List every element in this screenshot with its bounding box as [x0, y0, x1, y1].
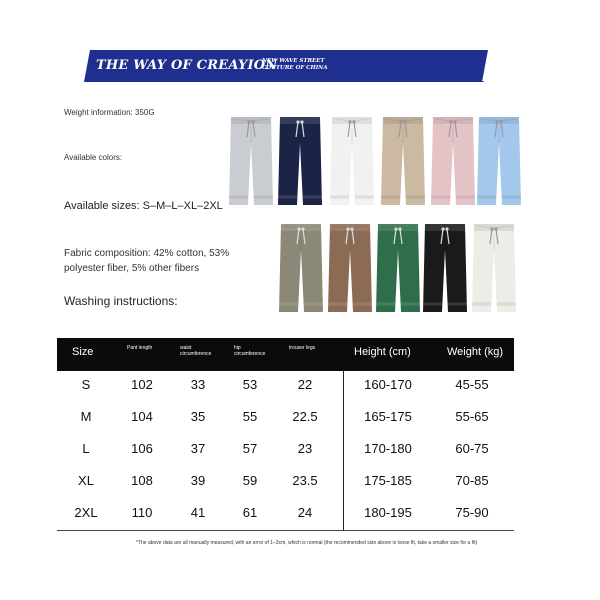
cell-size: 2XL: [74, 505, 98, 520]
header-waist: waist circumference: [180, 345, 212, 357]
cell-waist: 37: [190, 441, 206, 456]
cell-length: 104: [131, 409, 153, 424]
pant-swatch-brown: [327, 222, 373, 319]
cell-size: M: [80, 409, 92, 424]
table-divider: [343, 371, 344, 530]
header-pant-length: Pant length: [127, 345, 153, 351]
cell-waist: 41: [190, 505, 206, 520]
pant-swatch-khaki: [380, 115, 426, 212]
cell-waist: 39: [190, 473, 206, 488]
cell-length: 110: [131, 505, 153, 520]
cell-legs: 23.5: [292, 473, 318, 488]
cell-hip: 53: [242, 377, 258, 392]
pant-swatch-black: [422, 222, 468, 319]
cell-size: L: [82, 441, 90, 456]
table-bottom-line: [57, 530, 514, 531]
cell-hip: 55: [242, 409, 258, 424]
footnote: *The above data are all manually measured, with an error of 1–3cm, which is normal (the recommended size above is loose fit, take a smaller size for a fit): [136, 540, 478, 546]
washing-instructions: Washing instructions:: [64, 294, 178, 308]
cell-legs: 23: [297, 441, 313, 456]
cell-weight: 60-75: [455, 441, 489, 456]
cell-weight: 45-55: [455, 377, 489, 392]
cell-waist: 33: [190, 377, 206, 392]
pant-swatch-light-gray: [228, 115, 274, 212]
pant-swatch-cream: [471, 222, 517, 319]
weight-info: Weight information: 350G: [64, 108, 155, 117]
cell-legs: 24: [297, 505, 313, 520]
cell-height: 180-195: [364, 505, 412, 520]
pant-swatch-navy: [277, 115, 323, 212]
cell-weight: 75-90: [455, 505, 489, 520]
banner-subtitle-line1: NEW WAVE STREET: [262, 58, 325, 64]
cell-hip: 59: [242, 473, 258, 488]
cell-height: 170-180: [364, 441, 412, 456]
size-table-header: [57, 338, 514, 371]
colors-label: Available colors:: [64, 153, 123, 162]
cell-legs: 22.5: [292, 409, 318, 424]
cell-legs: 22: [297, 377, 313, 392]
cell-height: 165-175: [364, 409, 412, 424]
cell-weight: 55-65: [455, 409, 489, 424]
pant-swatch-sky-blue: [476, 115, 522, 212]
cell-weight: 70-85: [455, 473, 489, 488]
header-trouser-legs: trouser legs: [289, 345, 316, 351]
cell-length: 106: [131, 441, 153, 456]
banner-title: THE WAY OF CREAYION: [96, 58, 278, 73]
header-weight: Weight (kg): [447, 346, 504, 358]
header-size: Size: [72, 346, 94, 358]
cell-size: XL: [78, 473, 94, 488]
pant-swatch-white: [329, 115, 375, 212]
pant-swatch-olive-gray: [278, 222, 324, 319]
cell-size: S: [81, 377, 91, 392]
cell-height: 160-170: [364, 377, 412, 392]
header-height: Height (cm): [354, 346, 411, 358]
cell-length: 108: [131, 473, 153, 488]
banner-subtitle: [262, 58, 328, 72]
header-hip: hip circumference: [234, 345, 266, 357]
pant-swatch-pink: [430, 115, 476, 212]
cell-waist: 35: [190, 409, 206, 424]
brand-banner: [84, 50, 488, 82]
cell-hip: 57: [242, 441, 258, 456]
cell-length: 102: [131, 377, 153, 392]
pant-swatch-green: [375, 222, 421, 319]
cell-height: 175-185: [364, 473, 412, 488]
banner-subtitle-line2: COUTURE OF CHINA: [262, 65, 328, 71]
fabric-composition: Fabric composition: 42% cotton, 53% polyester fiber, 5% other fibers: [64, 248, 230, 274]
sizes-info: Available sizes: S–M–L–XL–2XL: [64, 200, 223, 212]
cell-hip: 61: [242, 505, 258, 520]
